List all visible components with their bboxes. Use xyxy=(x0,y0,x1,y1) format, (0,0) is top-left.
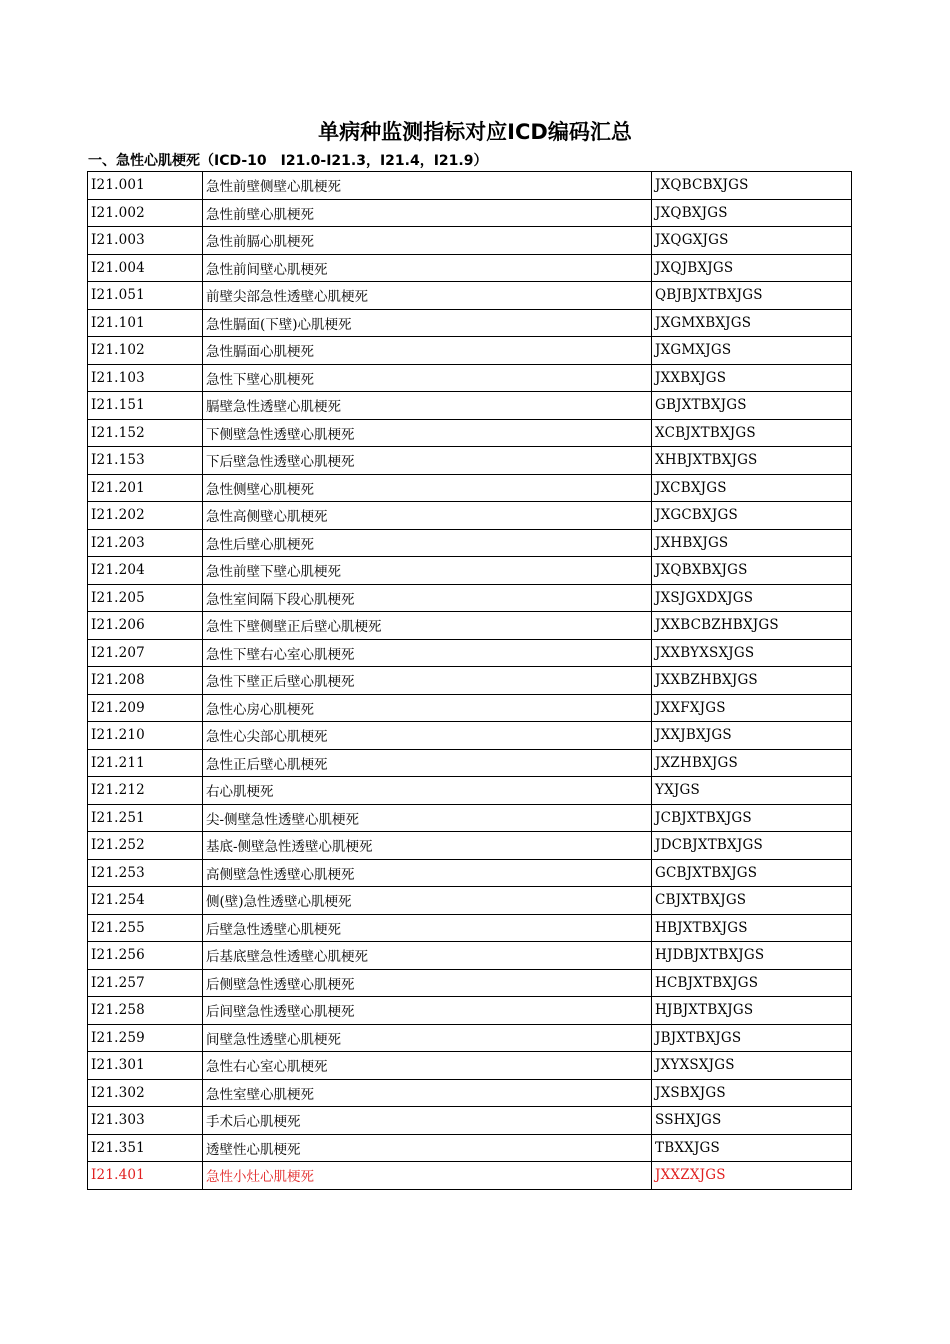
icd-code-cell: I21.258 xyxy=(88,997,203,1025)
diagnosis-name-cell: 急性膈面(下壁)心肌梗死 xyxy=(203,309,652,337)
table-row xyxy=(88,694,852,722)
diagnosis-name-cell: 后基底壁急性透壁心肌梗死 xyxy=(203,942,652,970)
table-row xyxy=(88,282,852,310)
table-row xyxy=(88,254,852,282)
icd-code-cell: I21.303 xyxy=(88,1107,203,1135)
icd-code-cell: I21.153 xyxy=(88,447,203,475)
pinyin-abbr-cell: JXXZXJGS xyxy=(652,1162,852,1190)
diagnosis-name-cell: 急性侧壁心肌梗死 xyxy=(203,474,652,502)
pinyin-abbr-cell: JXXBXJGS xyxy=(652,364,852,392)
section-heading: 一、急性心肌梗死（ICD-10 I21.0-I21.3，I21.4，I21.9） xyxy=(88,153,488,169)
diagnosis-name-cell: 急性室壁心肌梗死 xyxy=(203,1079,652,1107)
pinyin-abbr-cell: JXSBXJGS xyxy=(652,1079,852,1107)
icd-code-cell: I21.102 xyxy=(88,337,203,365)
icd-code-cell: I21.256 xyxy=(88,942,203,970)
page-title: 单病种监测指标对应ICD编码汇总 xyxy=(318,120,632,144)
table-row xyxy=(88,529,852,557)
icd-code-cell: I21.206 xyxy=(88,612,203,640)
pinyin-abbr-cell: JXQBCBXJGS xyxy=(652,172,852,200)
pinyin-abbr-cell: JXGCBXJGS xyxy=(652,502,852,530)
table-row xyxy=(88,639,852,667)
table-row xyxy=(88,1079,852,1107)
icd-code-cell: I21.205 xyxy=(88,584,203,612)
table-row xyxy=(88,1162,852,1190)
diagnosis-name-cell: 尖-侧壁急性透壁心肌梗死 xyxy=(203,804,652,832)
table-row xyxy=(88,309,852,337)
icd-code-cell: I21.103 xyxy=(88,364,203,392)
pinyin-abbr-cell: HJDBJXTBXJGS xyxy=(652,942,852,970)
diagnosis-name-cell: 急性膈面心肌梗死 xyxy=(203,337,652,365)
diagnosis-name-cell: 急性前壁心肌梗死 xyxy=(203,199,652,227)
pinyin-abbr-cell: JXCBXJGS xyxy=(652,474,852,502)
icd-code-cell: I21.151 xyxy=(88,392,203,420)
diagnosis-name-cell: 急性心房心肌梗死 xyxy=(203,694,652,722)
icd-code-cell: I21.301 xyxy=(88,1052,203,1080)
diagnosis-name-cell: 手术后心肌梗死 xyxy=(203,1107,652,1135)
table-row xyxy=(88,172,852,200)
pinyin-abbr-cell: HBJXTBXJGS xyxy=(652,914,852,942)
icd-code-cell: I21.101 xyxy=(88,309,203,337)
pinyin-abbr-cell: JXXBCBZHBXJGS xyxy=(652,612,852,640)
pinyin-abbr-cell: JXXJBXJGS xyxy=(652,722,852,750)
pinyin-abbr-cell: HCBJXTBXJGS xyxy=(652,969,852,997)
pinyin-abbr-cell: JXZHBXJGS xyxy=(652,749,852,777)
icd-code-cell: I21.302 xyxy=(88,1079,203,1107)
table-row xyxy=(88,337,852,365)
pinyin-abbr-cell: JCBJXTBXJGS xyxy=(652,804,852,832)
table-row xyxy=(88,914,852,942)
diagnosis-name-cell: 后间壁急性透壁心肌梗死 xyxy=(203,997,652,1025)
diagnosis-name-cell: 急性室间隔下段心肌梗死 xyxy=(203,584,652,612)
pinyin-abbr-cell: GBJXTBXJGS xyxy=(652,392,852,420)
pinyin-abbr-cell: GCBJXTBXJGS xyxy=(652,859,852,887)
pinyin-abbr-cell: TBXXJGS xyxy=(652,1134,852,1162)
diagnosis-name-cell: 下侧壁急性透壁心肌梗死 xyxy=(203,419,652,447)
table-row xyxy=(88,804,852,832)
diagnosis-name-cell: 侧(壁)急性透壁心肌梗死 xyxy=(203,887,652,915)
diagnosis-name-cell: 急性下壁侧壁正后壁心肌梗死 xyxy=(203,612,652,640)
icd-code-cell: I21.210 xyxy=(88,722,203,750)
icd-code-cell: I21.207 xyxy=(88,639,203,667)
pinyin-abbr-cell: JXXFXJGS xyxy=(652,694,852,722)
pinyin-abbr-cell: XHBJXTBXJGS xyxy=(652,447,852,475)
diagnosis-name-cell: 间壁急性透壁心肌梗死 xyxy=(203,1024,652,1052)
pinyin-abbr-cell: HJBJXTBXJGS xyxy=(652,997,852,1025)
diagnosis-name-cell: 后侧壁急性透壁心肌梗死 xyxy=(203,969,652,997)
icd-code-cell: I21.002 xyxy=(88,199,203,227)
diagnosis-name-cell: 后壁急性透壁心肌梗死 xyxy=(203,914,652,942)
table-row xyxy=(88,942,852,970)
pinyin-abbr-cell: JXYXSXJGS xyxy=(652,1052,852,1080)
pinyin-abbr-cell: JXGMXJGS xyxy=(652,337,852,365)
diagnosis-name-cell: 急性前膈心肌梗死 xyxy=(203,227,652,255)
diagnosis-name-cell: 急性下壁右心室心肌梗死 xyxy=(203,639,652,667)
diagnosis-name-cell: 透壁性心肌梗死 xyxy=(203,1134,652,1162)
diagnosis-name-cell: 急性心尖部心肌梗死 xyxy=(203,722,652,750)
diagnosis-name-cell: 急性前壁侧壁心肌梗死 xyxy=(203,172,652,200)
pinyin-abbr-cell: JBJXTBXJGS xyxy=(652,1024,852,1052)
icd-code-cell: I21.003 xyxy=(88,227,203,255)
table-row xyxy=(88,887,852,915)
table-row xyxy=(88,1024,852,1052)
icd-code-cell: I21.004 xyxy=(88,254,203,282)
diagnosis-name-cell: 急性高侧壁心肌梗死 xyxy=(203,502,652,530)
icd-code-cell: I21.211 xyxy=(88,749,203,777)
pinyin-abbr-cell: SSHXJGS xyxy=(652,1107,852,1135)
pinyin-abbr-cell: JXQBXJGS xyxy=(652,199,852,227)
icd-code-cell: I21.204 xyxy=(88,557,203,585)
icd-code-cell: I21.202 xyxy=(88,502,203,530)
icd-code-cell: I21.351 xyxy=(88,1134,203,1162)
diagnosis-name-cell: 急性小灶心肌梗死 xyxy=(203,1162,652,1190)
icd-code-cell: I21.152 xyxy=(88,419,203,447)
table-row xyxy=(88,722,852,750)
icd-code-cell: I21.001 xyxy=(88,172,203,200)
table-row xyxy=(88,474,852,502)
pinyin-abbr-cell: CBJXTBXJGS xyxy=(652,887,852,915)
icd-code-cell: I21.252 xyxy=(88,832,203,860)
table-row xyxy=(88,832,852,860)
pinyin-abbr-cell: JDCBJXTBXJGS xyxy=(652,832,852,860)
icd-code-cell: I21.208 xyxy=(88,667,203,695)
diagnosis-name-cell: 急性前壁下壁心肌梗死 xyxy=(203,557,652,585)
icd-code-cell: I21.255 xyxy=(88,914,203,942)
diagnosis-name-cell: 急性下壁心肌梗死 xyxy=(203,364,652,392)
table-row xyxy=(88,227,852,255)
diagnosis-name-cell: 急性右心室心肌梗死 xyxy=(203,1052,652,1080)
table-row xyxy=(88,612,852,640)
diagnosis-name-cell: 急性下壁正后壁心肌梗死 xyxy=(203,667,652,695)
pinyin-abbr-cell: JXHBXJGS xyxy=(652,529,852,557)
diagnosis-name-cell: 急性后壁心肌梗死 xyxy=(203,529,652,557)
pinyin-abbr-cell: JXGMXBXJGS xyxy=(652,309,852,337)
icd-code-cell: I21.212 xyxy=(88,777,203,805)
table-row xyxy=(88,859,852,887)
table-row xyxy=(88,447,852,475)
icd-code-cell: I21.203 xyxy=(88,529,203,557)
icd-code-cell: I21.257 xyxy=(88,969,203,997)
pinyin-abbr-cell: XCBJXTBXJGS xyxy=(652,419,852,447)
diagnosis-name-cell: 急性正后壁心肌梗死 xyxy=(203,749,652,777)
table-row xyxy=(88,749,852,777)
diagnosis-name-cell: 右心肌梗死 xyxy=(203,777,652,805)
icd-code-cell: I21.201 xyxy=(88,474,203,502)
table-row xyxy=(88,392,852,420)
diagnosis-name-cell: 下后壁急性透壁心肌梗死 xyxy=(203,447,652,475)
diagnosis-name-cell: 前壁尖部急性透壁心肌梗死 xyxy=(203,282,652,310)
table-row xyxy=(88,419,852,447)
icd-code-cell: I21.251 xyxy=(88,804,203,832)
diagnosis-name-cell: 基底-侧壁急性透壁心肌梗死 xyxy=(203,832,652,860)
table-row xyxy=(88,557,852,585)
icd-code-table xyxy=(87,171,852,1190)
diagnosis-name-cell: 高侧壁急性透壁心肌梗死 xyxy=(203,859,652,887)
table-row xyxy=(88,584,852,612)
pinyin-abbr-cell: YXJGS xyxy=(652,777,852,805)
diagnosis-name-cell: 急性前间壁心肌梗死 xyxy=(203,254,652,282)
table-body xyxy=(88,172,852,1190)
table-row xyxy=(88,199,852,227)
pinyin-abbr-cell: JXSJGXDXJGS xyxy=(652,584,852,612)
pinyin-abbr-cell: JXXBZHBXJGS xyxy=(652,667,852,695)
table-row xyxy=(88,502,852,530)
table-row xyxy=(88,1052,852,1080)
table-row xyxy=(88,969,852,997)
pinyin-abbr-cell: JXXBYXSXJGS xyxy=(652,639,852,667)
table-row xyxy=(88,997,852,1025)
pinyin-abbr-cell: JXQGXJGS xyxy=(652,227,852,255)
icd-code-cell: I21.253 xyxy=(88,859,203,887)
icd-code-cell: I21.254 xyxy=(88,887,203,915)
table-row xyxy=(88,667,852,695)
diagnosis-name-cell: 膈壁急性透壁心肌梗死 xyxy=(203,392,652,420)
table-row xyxy=(88,1134,852,1162)
icd-code-cell: I21.401 xyxy=(88,1162,203,1190)
pinyin-abbr-cell: JXQBXBXJGS xyxy=(652,557,852,585)
icd-code-cell: I21.051 xyxy=(88,282,203,310)
table-row xyxy=(88,1107,852,1135)
table-row xyxy=(88,364,852,392)
table-row xyxy=(88,777,852,805)
icd-code-cell: I21.209 xyxy=(88,694,203,722)
icd-code-cell: I21.259 xyxy=(88,1024,203,1052)
pinyin-abbr-cell: QBJBJXTBXJGS xyxy=(652,282,852,310)
pinyin-abbr-cell: JXQJBXJGS xyxy=(652,254,852,282)
